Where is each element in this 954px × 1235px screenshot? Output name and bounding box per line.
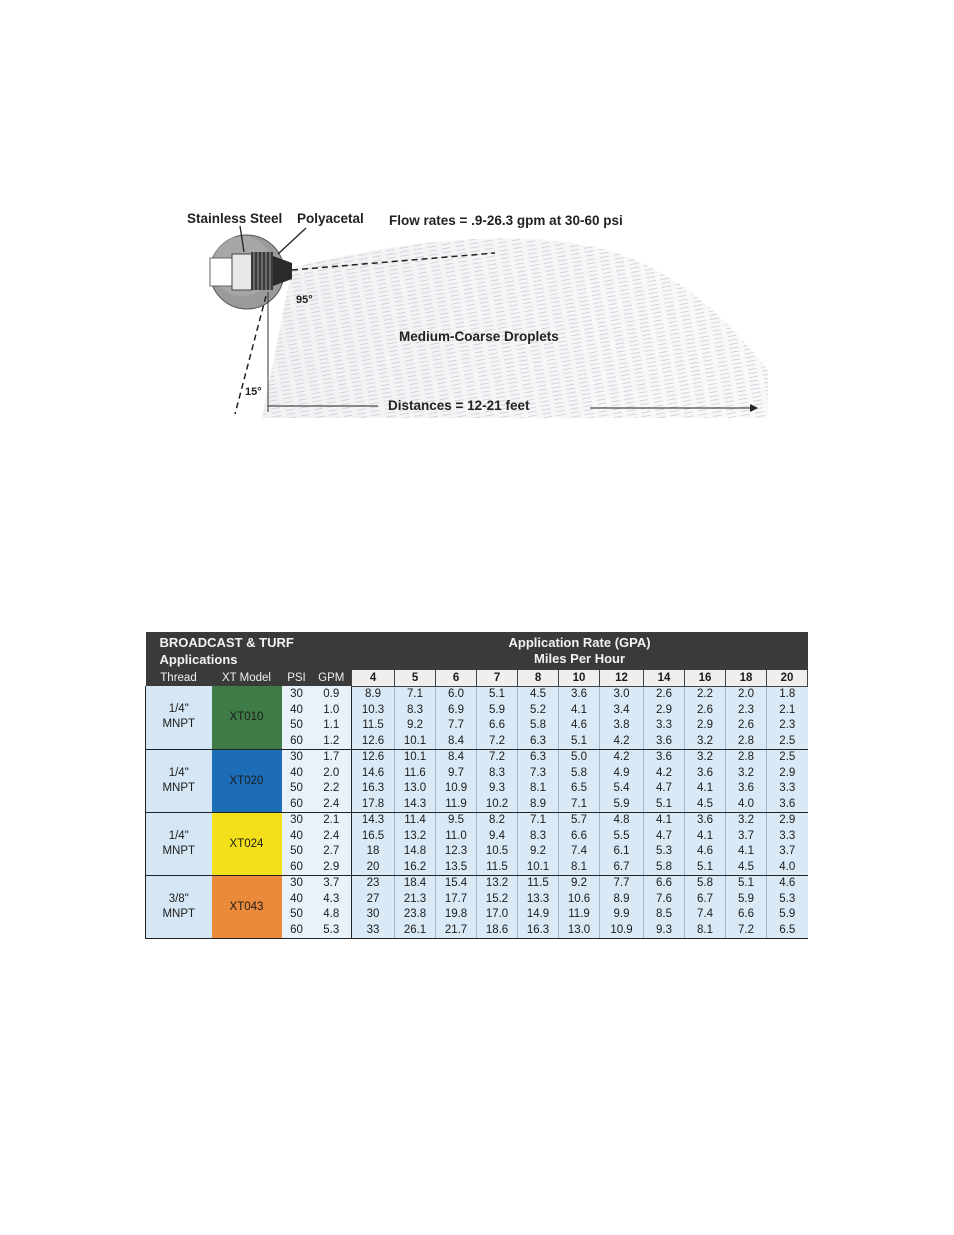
gpm-cell: 4.3: [312, 891, 352, 907]
rate-cell: 7.2: [477, 733, 518, 749]
rate-cell: 6.6: [726, 907, 767, 923]
rate-cell: 3.6: [644, 749, 685, 765]
rate-cell: 4.1: [685, 781, 726, 797]
rate-cell: 15.4: [436, 875, 477, 891]
xt-model-cell: XT020: [212, 749, 282, 812]
gpm-cell: 1.2: [312, 733, 352, 749]
rate-cell: 8.3: [395, 702, 436, 718]
rate-cell: 5.3: [644, 844, 685, 860]
table-row: [146, 749, 808, 765]
rate-cell: 5.8: [518, 718, 559, 734]
rate-cell: 11.6: [395, 765, 436, 781]
rate-cell: 3.6: [559, 686, 600, 702]
label-polyacetal: Polyacetal: [297, 211, 364, 226]
rate-cell: 3.7: [767, 844, 808, 860]
psi-cell: 30: [282, 812, 312, 828]
rate-cell: 7.7: [436, 718, 477, 734]
gpm-cell: 2.4: [312, 796, 352, 812]
rate-cell: 5.7: [559, 812, 600, 828]
rate-cell: 1.8: [767, 686, 808, 702]
thread-cell: [146, 686, 212, 749]
psi-cell: 40: [282, 828, 312, 844]
gpm-cell: 2.9: [312, 859, 352, 875]
thread-size: 1/4": [168, 829, 189, 842]
rate-cell: 7.2: [726, 922, 767, 938]
label-flow-rates: Flow rates = .9-26.3 gpm at 30-60 psi: [389, 213, 623, 228]
col-mph: 10: [559, 670, 600, 686]
rate-cell: 6.9: [436, 702, 477, 718]
label-angle-95: 95°: [296, 294, 313, 306]
xt-model-cell: XT010: [212, 686, 282, 749]
rate-cell: 5.9: [726, 891, 767, 907]
nozzle-cap: [273, 256, 292, 286]
rate-cell: 8.1: [559, 859, 600, 875]
rate-cell: 9.2: [518, 844, 559, 860]
psi-cell: 40: [282, 702, 312, 718]
label-droplets: Medium-Coarse Droplets: [399, 329, 559, 344]
psi-cell: 30: [282, 749, 312, 765]
col-mph: 18: [726, 670, 767, 686]
rate-cell: 2.3: [726, 702, 767, 718]
rate-cell: 17.8: [352, 796, 395, 812]
gpm-cell: 3.7: [312, 875, 352, 891]
rate-cell: 13.2: [395, 828, 436, 844]
rate-cell: 2.5: [767, 749, 808, 765]
thread-cell: [146, 875, 212, 938]
table-row: [146, 875, 808, 891]
thread-cell: [146, 812, 212, 875]
psi-cell: 60: [282, 922, 312, 938]
gpm-cell: 2.2: [312, 781, 352, 797]
rate-cell: 7.2: [477, 749, 518, 765]
gpm-cell: 2.1: [312, 812, 352, 828]
rate-cell: 21.7: [436, 922, 477, 938]
rate-cell: 4.1: [559, 702, 600, 718]
col-mph: 4: [352, 670, 395, 686]
psi-cell: 50: [282, 718, 312, 734]
rate-cell: 6.3: [518, 733, 559, 749]
rate-cell: 9.3: [477, 781, 518, 797]
rate-cell: 6.7: [600, 859, 644, 875]
rate-cell: 7.1: [395, 686, 436, 702]
rate-cell: 5.4: [600, 781, 644, 797]
rate-cell: 8.4: [436, 749, 477, 765]
rate-cell: 3.3: [767, 828, 808, 844]
rate-cell: 9.9: [600, 907, 644, 923]
psi-cell: 60: [282, 859, 312, 875]
application-rate-table: [145, 632, 808, 939]
col-psi: PSI: [282, 670, 312, 686]
col-mph: 7: [477, 670, 518, 686]
rate-cell: 2.9: [644, 702, 685, 718]
rate-cell: 8.5: [644, 907, 685, 923]
rate-cell: 5.9: [767, 907, 808, 923]
rate-cell: 2.5: [767, 733, 808, 749]
rate-cell: 5.8: [685, 875, 726, 891]
rate-cell: 11.9: [559, 907, 600, 923]
gpm-cell: 5.3: [312, 922, 352, 938]
rate-cell: 4.6: [559, 718, 600, 734]
rate-cell: 9.3: [644, 922, 685, 938]
rate-cell: 7.4: [685, 907, 726, 923]
rate-cell: 9.2: [559, 875, 600, 891]
rate-cell: 14.8: [395, 844, 436, 860]
psi-cell: 60: [282, 733, 312, 749]
rate-cell: 3.2: [726, 765, 767, 781]
rate-cell: 5.8: [559, 765, 600, 781]
rate-cell: 3.2: [726, 812, 767, 828]
rate-cell: 2.1: [767, 702, 808, 718]
rate-cell: 10.5: [477, 844, 518, 860]
rate-header-line2: Miles Per Hour: [534, 651, 626, 666]
gpm-cell: 1.7: [312, 749, 352, 765]
rate-cell: 33: [352, 922, 395, 938]
rate-cell: 4.1: [726, 844, 767, 860]
rate-cell: 11.9: [436, 796, 477, 812]
gpm-cell: 2.4: [312, 828, 352, 844]
psi-cell: 40: [282, 765, 312, 781]
rate-cell: 6.7: [685, 891, 726, 907]
table-title-line2: Applications: [159, 652, 238, 667]
rate-cell: 3.6: [685, 812, 726, 828]
rate-cell: 18: [352, 844, 395, 860]
rate-cell: 17.7: [436, 891, 477, 907]
xt-model-cell: XT043: [212, 875, 282, 938]
rate-cell: 6.6: [644, 875, 685, 891]
rate-cell: 2.8: [726, 733, 767, 749]
rate-cell: 5.5: [600, 828, 644, 844]
rate-cell: 16.5: [352, 828, 395, 844]
rate-cell: 2.2: [685, 686, 726, 702]
rate-cell: 4.7: [644, 828, 685, 844]
rate-cell: 3.7: [726, 828, 767, 844]
rate-cell: 7.1: [518, 812, 559, 828]
xt-model-cell: XT024: [212, 812, 282, 875]
rate-cell: 6.1: [600, 844, 644, 860]
rate-cell: 12.3: [436, 844, 477, 860]
rate-cell: 2.6: [726, 718, 767, 734]
rate-cell: 10.2: [477, 796, 518, 812]
rate-cell: 8.1: [518, 781, 559, 797]
rate-cell: 27: [352, 891, 395, 907]
rate-cell: 9.2: [395, 718, 436, 734]
spray-pattern-diagram: [0, 0, 954, 440]
psi-cell: 50: [282, 781, 312, 797]
thread-cell: [146, 749, 212, 812]
col-mph: 6: [436, 670, 477, 686]
rate-cell: 13.0: [395, 781, 436, 797]
label-distances: Distances = 12-21 feet: [388, 398, 530, 413]
rate-cell: 14.6: [352, 765, 395, 781]
rate-cell: 3.3: [644, 718, 685, 734]
rate-cell: 2.6: [685, 702, 726, 718]
psi-cell: 40: [282, 891, 312, 907]
rate-cell: 4.5: [726, 859, 767, 875]
rate-cell: 9.4: [477, 828, 518, 844]
rate-cell: 5.1: [559, 733, 600, 749]
rate-cell: 8.3: [477, 765, 518, 781]
rate-cell: 2.9: [767, 812, 808, 828]
rate-cell: 14.9: [518, 907, 559, 923]
label-stainless-steel: Stainless Steel: [187, 211, 283, 226]
rate-cell: 4.0: [767, 859, 808, 875]
psi-cell: 30: [282, 875, 312, 891]
rate-cell: 6.5: [559, 781, 600, 797]
rate-cell: 15.2: [477, 891, 518, 907]
rate-cell: 8.4: [436, 733, 477, 749]
rate-cell: 5.2: [518, 702, 559, 718]
rate-cell: 8.3: [518, 828, 559, 844]
rate-cell: 11.5: [352, 718, 395, 734]
rate-cell: 5.1: [477, 686, 518, 702]
col-xt-model: XT Model: [212, 670, 282, 686]
rate-cell: 8.9: [600, 891, 644, 907]
rate-cell: 3.6: [726, 781, 767, 797]
gpm-cell: 1.1: [312, 718, 352, 734]
rate-cell: 5.0: [559, 749, 600, 765]
rate-cell: 7.6: [644, 891, 685, 907]
rate-cell: 5.9: [477, 702, 518, 718]
rate-cell: 4.6: [685, 844, 726, 860]
rate-cell: 4.9: [600, 765, 644, 781]
rate-cell: 19.8: [436, 907, 477, 923]
rate-cell: 10.1: [395, 733, 436, 749]
rate-cell: 8.2: [477, 812, 518, 828]
rate-cell: 4.6: [767, 875, 808, 891]
rate-cell: 3.6: [767, 796, 808, 812]
psi-cell: 50: [282, 907, 312, 923]
rate-cell: 6.6: [559, 828, 600, 844]
psi-cell: 60: [282, 796, 312, 812]
rate-cell: 9.5: [436, 812, 477, 828]
rate-cell: 3.4: [600, 702, 644, 718]
rate-cell: 18.6: [477, 922, 518, 938]
rate-cell: 11.4: [395, 812, 436, 828]
rate-cell: 3.8: [600, 718, 644, 734]
rate-cell: 6.3: [518, 749, 559, 765]
table-title: [146, 632, 352, 670]
rate-cell: 5.1: [726, 875, 767, 891]
gpm-cell: 2.0: [312, 765, 352, 781]
thread-size: 1/4": [168, 703, 189, 716]
rate-cell: 4.1: [685, 828, 726, 844]
rate-cell: 13.0: [559, 922, 600, 938]
rate-cell: 2.8: [726, 749, 767, 765]
rate-cell: 4.5: [685, 796, 726, 812]
rate-cell: 3.6: [685, 765, 726, 781]
rate-cell: 10.3: [352, 702, 395, 718]
table-row: [146, 686, 808, 702]
rate-cell: 16.3: [352, 781, 395, 797]
rate-cell: 7.1: [559, 796, 600, 812]
thread-size: 1/4": [168, 766, 189, 779]
rate-cell: 5.3: [767, 891, 808, 907]
table-title-row: [146, 632, 808, 670]
rate-cell: 3.2: [685, 733, 726, 749]
rate-cell: 3.0: [600, 686, 644, 702]
rate-header: [352, 632, 808, 670]
rate-cell: 2.0: [726, 686, 767, 702]
rate-cell: 11.5: [518, 875, 559, 891]
rate-cell: 5.8: [644, 859, 685, 875]
rate-cell: 2.9: [685, 718, 726, 734]
rate-cell: 4.5: [518, 686, 559, 702]
rate-cell: 4.8: [600, 812, 644, 828]
stainless-steel-body: [232, 254, 252, 290]
thread-type: MNPT: [162, 907, 196, 920]
rate-cell: 8.1: [685, 922, 726, 938]
rate-cell: 10.1: [395, 749, 436, 765]
rate-cell: 6.5: [767, 922, 808, 938]
gpm-cell: 0.9: [312, 686, 352, 702]
rate-cell: 5.1: [685, 859, 726, 875]
rate-cell: 21.3: [395, 891, 436, 907]
thread-type: MNPT: [162, 781, 196, 794]
gpm-cell: 1.0: [312, 702, 352, 718]
rate-cell: 2.9: [767, 765, 808, 781]
rate-header-line1: Application Rate (GPA): [508, 635, 651, 650]
rate-cell: 10.9: [436, 781, 477, 797]
col-mph: 14: [644, 670, 685, 686]
table-row: [146, 812, 808, 828]
rate-cell: 13.2: [477, 875, 518, 891]
rate-cell: 3.6: [644, 733, 685, 749]
col-mph: 5: [395, 670, 436, 686]
rate-cell: 3.2: [685, 749, 726, 765]
rate-cell: 5.9: [600, 796, 644, 812]
rate-cell: 4.2: [644, 765, 685, 781]
rate-cell: 13.3: [518, 891, 559, 907]
rate-cell: 9.7: [436, 765, 477, 781]
col-mph: 16: [685, 670, 726, 686]
rate-cell: 23: [352, 875, 395, 891]
col-mph: 8: [518, 670, 559, 686]
thread-type: MNPT: [162, 718, 196, 731]
psi-cell: 30: [282, 686, 312, 702]
rate-cell: 3.3: [767, 781, 808, 797]
rate-cell: 11.0: [436, 828, 477, 844]
gpm-cell: 4.8: [312, 907, 352, 923]
rate-cell: 7.4: [559, 844, 600, 860]
rate-cell: 10.6: [559, 891, 600, 907]
rate-cell: 18.4: [395, 875, 436, 891]
col-gpm: GPM: [312, 670, 352, 686]
rate-cell: 17.0: [477, 907, 518, 923]
rate-cell: 16.3: [518, 922, 559, 938]
col-mph: 12: [600, 670, 644, 686]
rate-cell: 2.6: [644, 686, 685, 702]
rate-cell: 7.3: [518, 765, 559, 781]
psi-cell: 50: [282, 844, 312, 860]
rate-cell: 4.1: [644, 812, 685, 828]
thread-size: 3/8": [168, 892, 189, 905]
rate-cell: 16.2: [395, 859, 436, 875]
rate-cell: 14.3: [395, 796, 436, 812]
gpm-cell: 2.7: [312, 844, 352, 860]
rate-cell: 7.7: [600, 875, 644, 891]
rate-cell: 13.5: [436, 859, 477, 875]
rate-cell: 14.3: [352, 812, 395, 828]
rate-cell: 4.2: [600, 733, 644, 749]
rate-cell: 11.5: [477, 859, 518, 875]
rate-cell: 8.9: [352, 686, 395, 702]
rate-cell: 2.3: [767, 718, 808, 734]
rate-cell: 26.1: [395, 922, 436, 938]
rate-cell: 12.6: [352, 733, 395, 749]
rate-cell: 4.0: [726, 796, 767, 812]
rate-cell: 12.6: [352, 749, 395, 765]
column-header-row: [146, 670, 808, 686]
rate-cell: 10.9: [600, 922, 644, 938]
thread-type: MNPT: [162, 844, 196, 857]
rate-cell: 4.2: [600, 749, 644, 765]
rate-cell: 10.1: [518, 859, 559, 875]
rate-cell: 5.1: [644, 796, 685, 812]
rate-cell: 6.0: [436, 686, 477, 702]
rate-cell: 8.9: [518, 796, 559, 812]
rate-cell: 4.7: [644, 781, 685, 797]
col-thread: Thread: [146, 670, 212, 686]
rate-cell: 6.6: [477, 718, 518, 734]
rate-cell: 20: [352, 859, 395, 875]
col-mph: 20: [767, 670, 808, 686]
label-angle-15: 15°: [245, 386, 262, 398]
rate-cell: 23.8: [395, 907, 436, 923]
table-title-line1: BROADCAST & TURF: [159, 635, 294, 650]
rate-cell: 30: [352, 907, 395, 923]
